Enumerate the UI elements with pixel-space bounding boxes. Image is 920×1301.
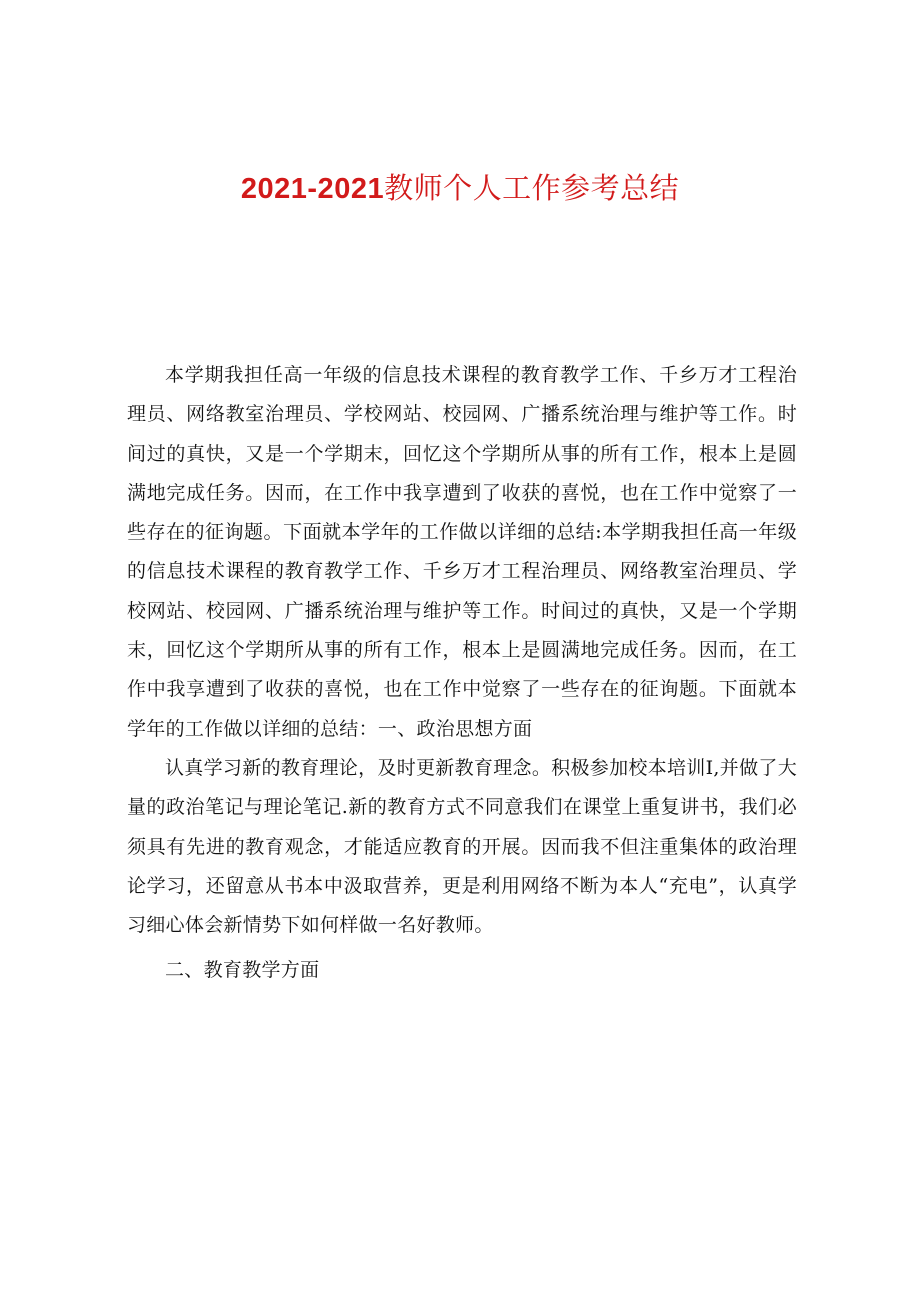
title-text: 教师个人工作参考总结 bbox=[384, 171, 680, 205]
title-year: 2021-2021 bbox=[240, 173, 385, 205]
paragraph-1: 本学期我担任高一年级的信息技术课程的教育教学工作、千乡万才工程治理员、网络教室治理员、学校网站、校园网、广播系统治理与维护等工作。时间过的真快，又是一个学期末，回忆这个学期所从事的所有工作，根本上是圆满地完成任务。因而，在工作中我享遭到了收获的喜悦，也在工作中觉察了一些存在的征询题。下面就本学年的工作做以详细的总结:本学期我担任高一年级的信息技术课程的教育教学工作、千乡万才工程治理员、网络教室治理员、学校网站、校园网、广播系统治理与维护等工作。时间过的真快，又是一个学期末，回忆这个学期所从事的所有工作，根本上是圆满地完成任务。因而，在工作中我享遭到了收获的喜悦，也在工作中觉察了一些存在的征询题。下面就本学年的工作做以详细的总结：一、政治思想方面 bbox=[127, 364, 797, 740]
section-heading: 二、教育教学方面 bbox=[165, 959, 320, 982]
paragraph-2: 认真学习新的教育理论，及时更新教育理念。积极参加校本培训I,并做了大量的政治笔记与理论笔记.新的教育方式不同意我们在课堂上重复讲书，我们必须具有先进的教育观念，才能适应教育的开展。因而我不但注重集体的政治理论学习，还留意从书本中汲取营养，更是利用网络不断为本人“充电”，认真学习细心体会新情势下如何样做一名好教师。 bbox=[127, 756, 797, 937]
document-body bbox=[127, 356, 797, 991]
document-title bbox=[0, 168, 920, 209]
